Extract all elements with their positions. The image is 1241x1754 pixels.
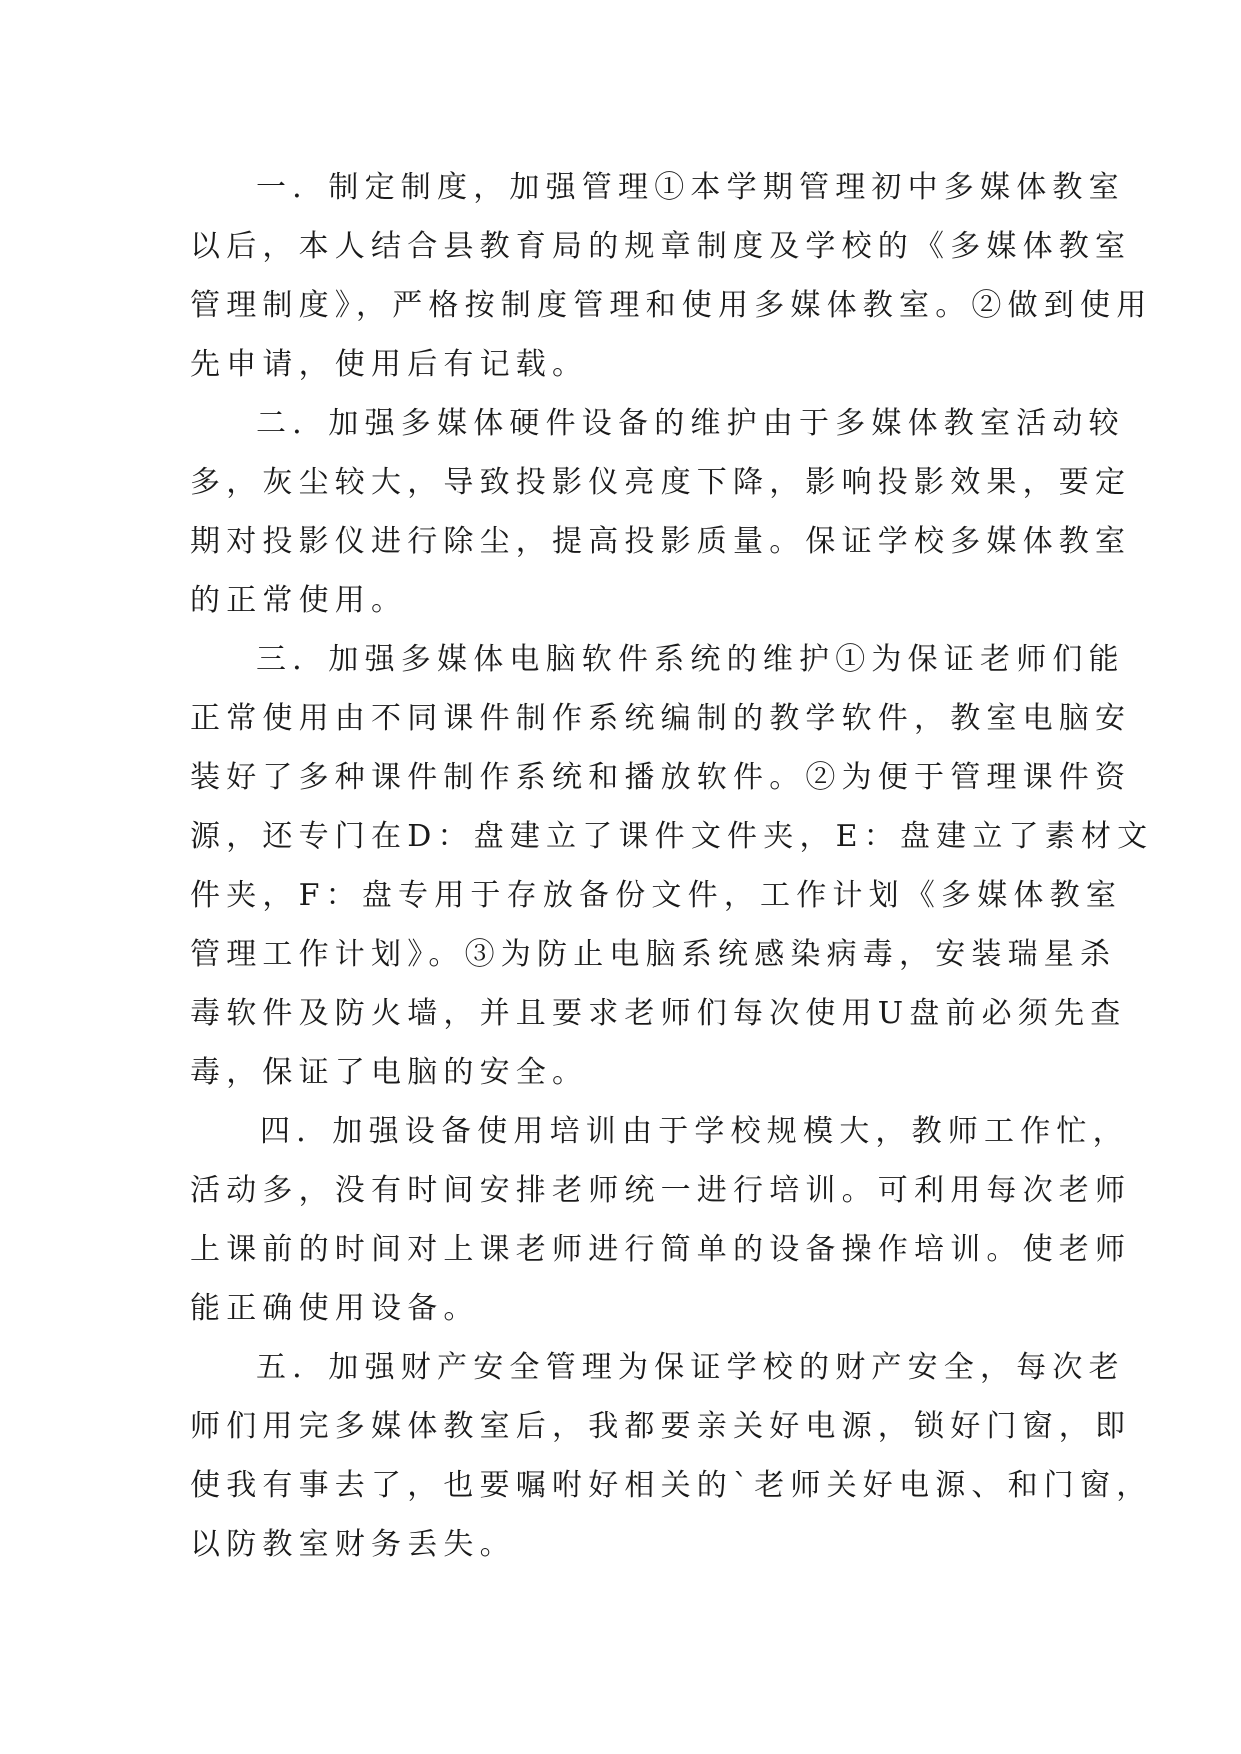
paragraph-line: 先申请，使用后有记载。 [190,347,589,382]
paragraph-line: 一．制定制度，加强管理①本学期管理初中多媒体教室 [256,170,1125,205]
paragraph-line: 四．加强设备使用培训由于学校规模大，教师工作忙， [260,1114,1129,1149]
document-body [190,158,1154,1574]
paragraph-line: 能正确使用设备。 [190,1291,480,1326]
paragraph-line: 师们用完多媒体教室后，我都要亲关好电源，锁好门窗，即 [190,1409,1132,1444]
paragraph-line: 三．加强多媒体电脑软件系统的维护①为保证老师们能 [256,642,1125,677]
paragraph-1 [190,158,1153,394]
paragraph-line: 管理工作计划》。③为防止电脑系统感染病毒，安装瑞星杀 [190,937,1117,972]
paragraph-line: 使我有事去了，也要嘱咐好相关的`老师关好电源、和门窗， [190,1468,1153,1503]
paragraph-line: 期对投影仪进行除尘，提高投影质量。保证学校多媒体教室 [190,524,1132,559]
paragraph-line: 的正常使用。 [190,583,408,618]
paragraph-line: 源，还专门在D：盘建立了课件文件夹，E：盘建立了素材文 [190,819,1154,854]
paragraph-5 [190,1338,1153,1574]
paragraph-line: 以防教室财务丢失。 [190,1527,516,1562]
paragraph-line: 正常使用由不同课件制作系统编制的教学软件，教室电脑安 [190,701,1132,736]
paragraph-line: 管理制度》，严格按制度管理和使用多媒体教室。②做到使用 [190,288,1153,323]
paragraph-line: 以后，本人结合县教育局的规章制度及学校的《多媒体教室 [190,229,1132,264]
paragraph-line: 装好了多种课件制作系统和播放软件。②为便于管理课件资 [190,760,1132,795]
paragraph-line: 上课前的时间对上课老师进行简单的设备操作培训。使老师 [190,1232,1132,1267]
paragraph-line: 毒，保证了电脑的安全。 [190,1055,589,1090]
paragraph-line: 毒软件及防火墙，并且要求老师们每次使用U盘前必须先查 [190,996,1127,1031]
paragraph-4 [190,1102,1132,1338]
paragraph-line: 件夹，F：盘专用于存放备份文件，工作计划《多媒体教室 [190,878,1123,913]
paragraph-line: 五．加强财产安全管理为保证学校的财产安全，每次老 [256,1350,1125,1385]
paragraph-2 [190,394,1132,630]
paragraph-line: 二．加强多媒体硬件设备的维护由于多媒体教室活动较 [256,406,1125,441]
paragraph-line: 活动多，没有时间安排老师统一进行培训。可利用每次老师 [190,1173,1132,1208]
paragraph-3 [190,630,1154,1102]
paragraph-line: 多，灰尘较大，导致投影仪亮度下降，影响投影效果，要定 [190,465,1132,500]
